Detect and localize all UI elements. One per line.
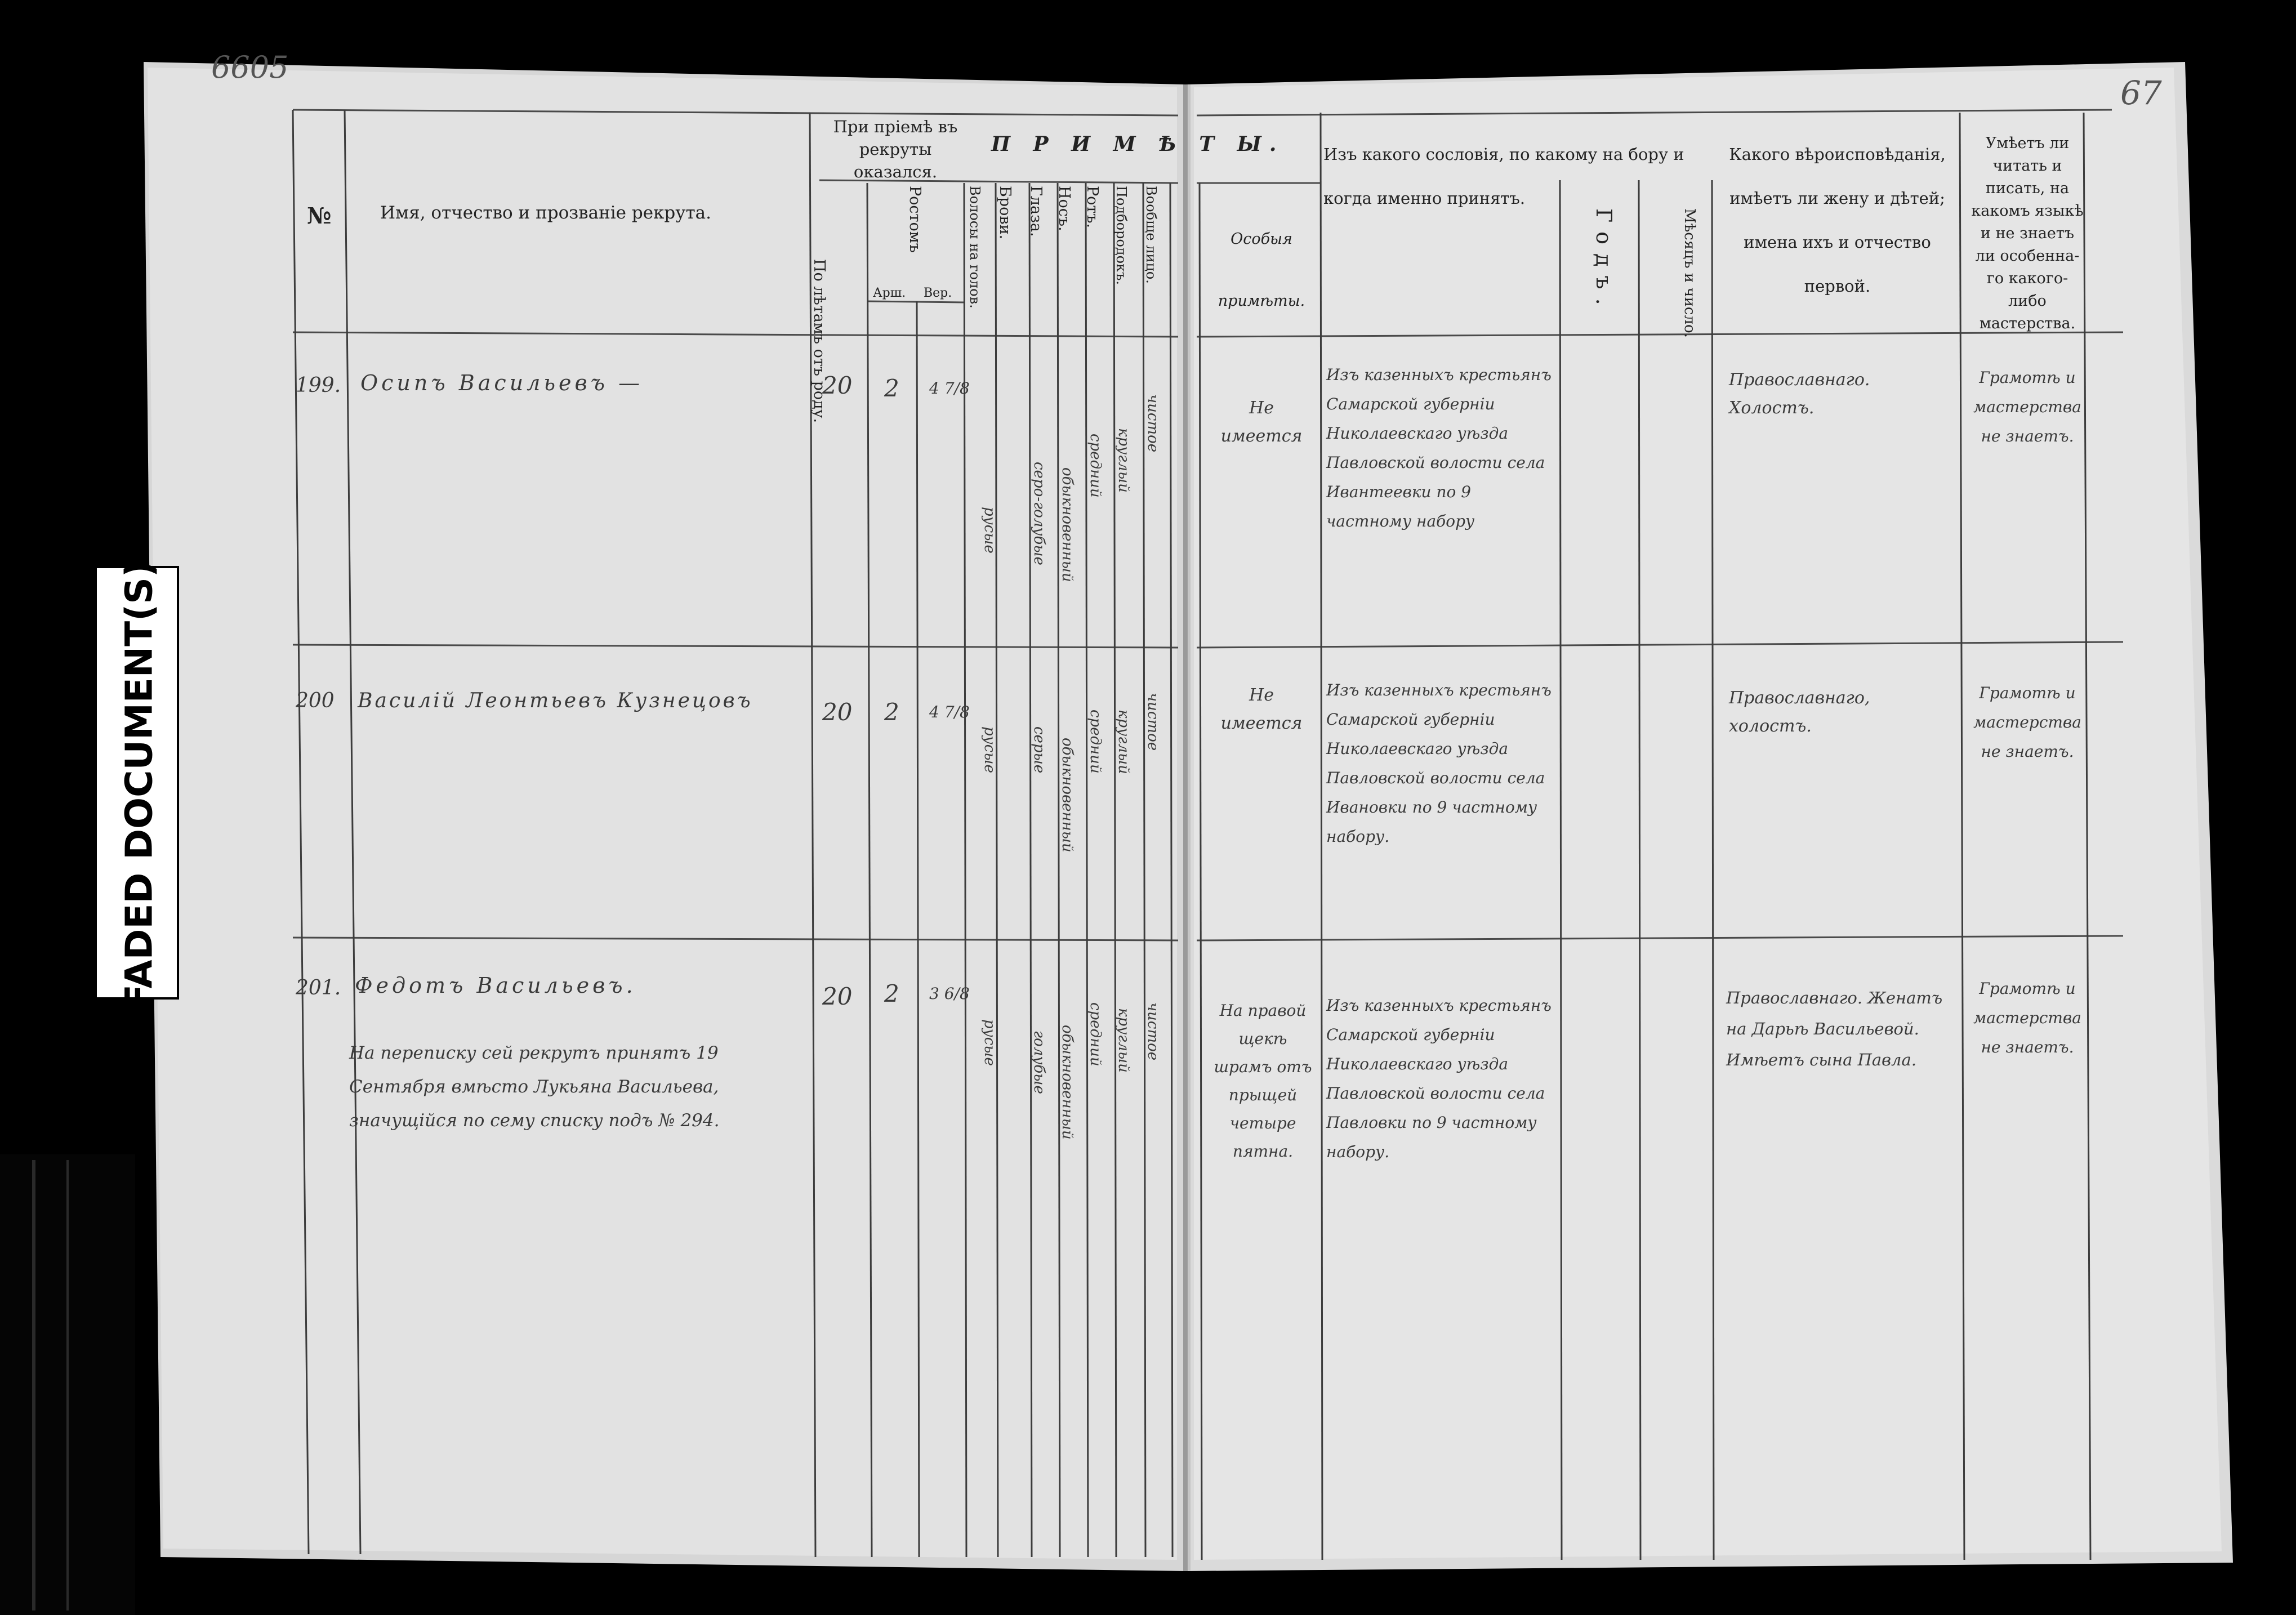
face-value: чистое: [1144, 693, 1161, 751]
header-special: Особыя примѣты.: [1218, 230, 1305, 310]
recruit-name: Федотъ Васильевъ.: [355, 973, 636, 998]
page-number: 67: [2120, 74, 2162, 112]
eyes-value: серо-голубые: [1031, 462, 1047, 565]
header-intake: При пріемѣ въ рекруты оказался.: [833, 117, 958, 181]
special-marks: Не имеется: [1220, 685, 1303, 733]
row-number: 201.: [296, 976, 341, 1000]
estate-value: Изъ казенныхъ крестьянъ Самарской губерніи Николаевскаго уѣзда Павловской волости села Ивановки по 9 частному набору.: [1326, 681, 1552, 846]
header-height: Ростомъ: [906, 186, 924, 253]
hair-value: русые: [981, 1019, 998, 1066]
header-brows: Брови.: [996, 186, 1014, 240]
recruit-name: Василій Леонтьевъ Кузнецовъ: [358, 689, 753, 712]
chin-value: круглый: [1115, 710, 1132, 774]
nose-value: обыкновенный: [1059, 738, 1076, 853]
hair-value: русые: [981, 726, 998, 773]
skills-value: Грамотѣ и мастерства не знаетъ.: [1973, 684, 2081, 761]
header-vershki: Вер.: [924, 286, 952, 300]
header-month: Мѣсяцъ и число.: [1681, 208, 1698, 338]
special-marks: На правой щекѣ шрамъ отъ прыщей четыре пятна.: [1214, 1001, 1312, 1161]
skills-value: Грамотѣ и мастерства не знаетъ.: [1973, 979, 2081, 1056]
age-value: 20: [822, 698, 853, 726]
mouth-value: средний: [1087, 434, 1104, 498]
banner-label: FADED DOCUMENT(S): [117, 560, 161, 1010]
faith-value: Православнаго. Холостъ.: [1729, 370, 1870, 418]
header-hair: Волосы на голов.: [967, 186, 983, 309]
header-mouth: Ротъ.: [1084, 186, 1101, 229]
faith-value: Православнаго. Женатъ на Дарьѣ Васильевой. Имѣетъ сына Павла.: [1726, 988, 1943, 1069]
faith-value: Православнаго, холостъ.: [1729, 688, 1870, 736]
nose-value: обыкновенный: [1059, 467, 1076, 582]
nose-value: обыкновенный: [1059, 1025, 1076, 1140]
height-arshin: 2: [884, 698, 899, 726]
eyes-value: голубые: [1031, 1030, 1047, 1094]
height-arshin: 2: [884, 374, 899, 402]
header-nose: Носъ.: [1055, 186, 1073, 231]
mouth-value: средний: [1087, 1002, 1104, 1067]
hair-value: русые: [981, 507, 998, 554]
recruit-name: Осипъ Васильевъ —: [360, 371, 644, 395]
height-arshin: 2: [884, 980, 899, 1007]
face-value: чистое: [1144, 1002, 1161, 1061]
chin-value: круглый: [1115, 428, 1132, 493]
height-vershki: 3 6/8: [929, 984, 970, 1003]
chin-value: круглый: [1115, 1008, 1132, 1073]
header-year: Годъ.: [1591, 208, 1616, 314]
header-no: №: [307, 203, 332, 229]
age-value: 20: [822, 983, 853, 1010]
height-vershki: 4 7/8: [929, 379, 970, 398]
archive-reference-number: 6605: [211, 50, 289, 85]
mouth-value: средний: [1087, 710, 1104, 774]
eyes-value: серые: [1031, 726, 1047, 774]
header-eyes: Глаза.: [1027, 186, 1045, 237]
header-name: Имя, отчество и прозваніе рекрута.: [380, 203, 711, 223]
header-age: По лѣтамъ отъ роду.: [810, 259, 828, 423]
skills-value: Грамотѣ и мастерства не знаетъ.: [1973, 368, 2081, 445]
height-vershki: 4 7/8: [929, 703, 970, 721]
face-value: чистое: [1144, 394, 1161, 453]
header-faith: Какого вѣроисповѣданія, имѣетъ ли жену и дѣтей; имена ихъ и отчество первой.: [1729, 145, 1946, 296]
header-skills: Умѣетъ ли читать и писать, на какомъ языкѣ и не знаетъ ли особенна-го какого-либо мастерства.: [1971, 135, 2084, 332]
estate-value: Изъ казенныхъ крестьянъ Самарской губерніи Николаевскаго уѣзда Павловской волости села Ивантеевки по 9 частному набору: [1326, 365, 1552, 530]
age-value: 20: [822, 372, 853, 399]
special-marks: Не имеется: [1220, 398, 1303, 446]
recruit-note: На переписку сей рекрутъ принятъ 19 Сентября вмѣсто Лукьяна Васильева, значущійся по сему списку подъ № 294.: [349, 1043, 720, 1131]
header-primety: П Р И М Ѣ Т Ы.: [991, 132, 1285, 156]
estate-value: Изъ казенныхъ крестьянъ Самарской губерніи Николаевскаго уѣзда Павловской волости села Павловки по 9 частному набору.: [1326, 996, 1552, 1161]
header-face: Вообще лицо.: [1143, 186, 1159, 284]
header-estate: Изъ какого сословія, по какому на бору и когда именно принятъ.: [1323, 145, 1684, 208]
row-number: 199.: [296, 374, 341, 397]
row-number: 200: [296, 689, 335, 712]
header-arshin: Арш.: [873, 286, 906, 300]
header-chin: Подбородокъ.: [1113, 186, 1129, 285]
